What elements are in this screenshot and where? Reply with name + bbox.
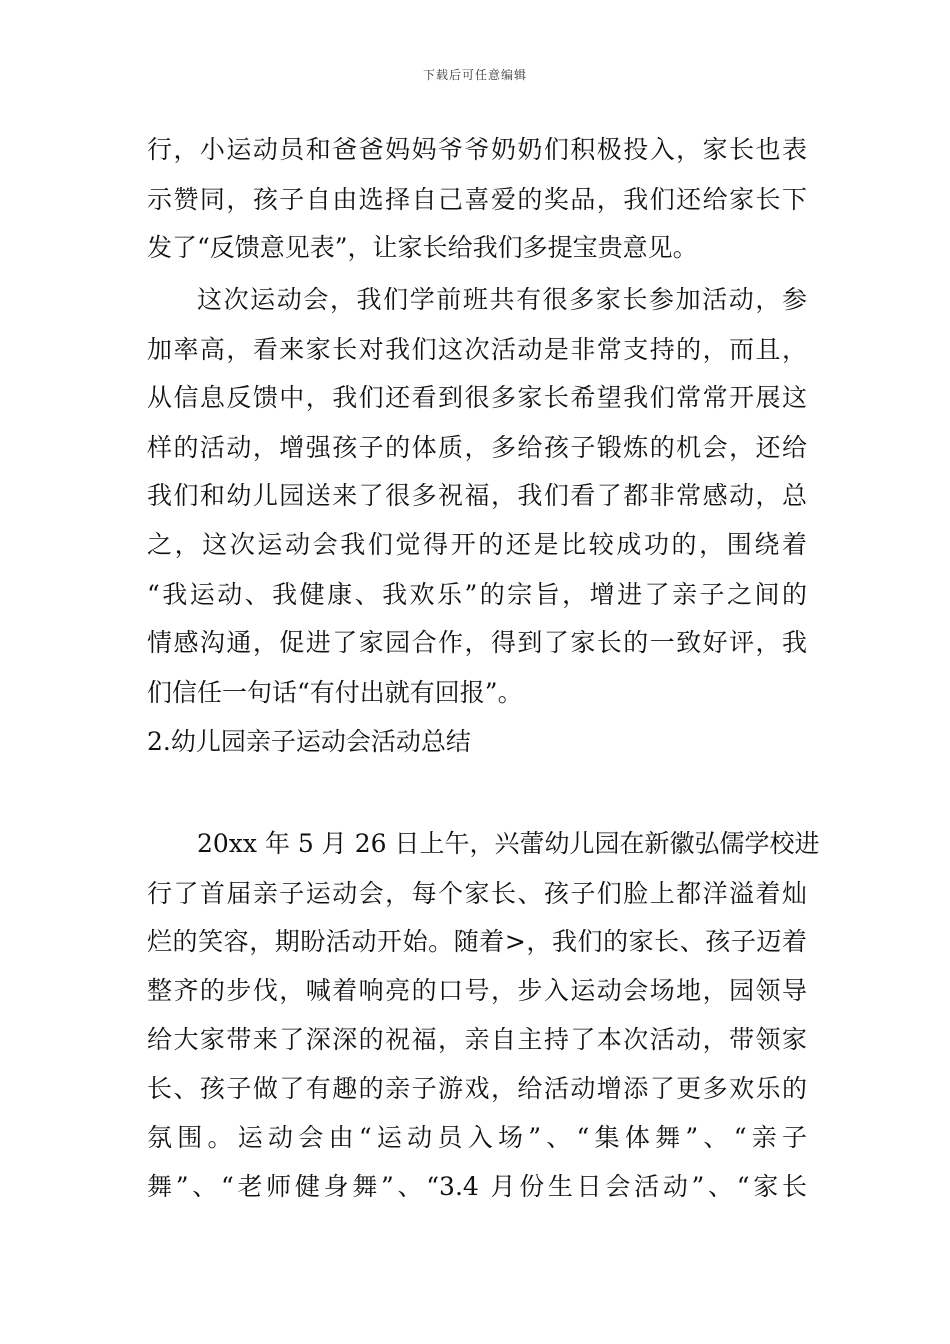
paragraph-line: 从信息反馈中，我们还看到很多家长希望我们常常开展这 <box>147 383 807 412</box>
paragraph-line: 烂的笑容，期盼活动开始。随着>，我们的家长、孩子迈着 <box>147 927 807 956</box>
page-header-note: 下载后可任意编辑 <box>422 68 527 82</box>
paragraph-line: 发了“反馈意见表”，让家长给我们多提宝贵意见。 <box>147 233 698 262</box>
paragraph-line: 这次运动会，我们学前班共有很多家长参加活动，参 <box>197 285 807 314</box>
paragraph-line: 氛围。运动会由“运动员入场”、“集体舞”、“亲子 <box>147 1123 807 1152</box>
paragraph-line: “我运动、我健康、我欢乐”的宗旨，增进了亲子之间的 <box>147 580 807 609</box>
paragraph-line: 样的活动，增强孩子的体质，多给孩子锻炼的机会，还给 <box>147 433 807 462</box>
paragraph-line: 长、孩子做了有趣的亲子游戏，给活动增添了更多欢乐的 <box>147 1074 807 1103</box>
paragraph-line: 我们和幼儿园送来了很多祝福，我们看了都非常感动，总 <box>147 481 807 510</box>
paragraph-line: 示赞同，孩子自由选择自己喜爱的奖品，我们还给家长下 <box>147 185 807 214</box>
paragraph-line: 20xx 年 5 月 26 日上午，兴蕾幼儿园在新徽弘儒学校进 <box>197 829 820 858</box>
paragraph-line: 行，小运动员和爸爸妈妈爷爷奶奶们积极投入，家长也表 <box>147 135 807 164</box>
paragraph-line: 情感沟通，促进了家园合作，得到了家长的一致好评，我 <box>147 628 807 657</box>
section-heading: 2.幼儿园亲子运动会活动总结 <box>147 727 471 756</box>
paragraph-line: 加率高，看来家长对我们这次活动是非常支持的，而且， <box>147 335 807 364</box>
paragraph-line: 之，这次运动会我们觉得开的还是比较成功的，围绕着 <box>147 530 807 559</box>
paragraph-line: 给大家带来了深深的祝福，亲自主持了本次活动，带领家 <box>147 1025 807 1054</box>
paragraph-line: 舞”、“老师健身舞”、“3.4 月份生日会活动”、“家长 <box>147 1172 807 1201</box>
paragraph-line: 们信任一句话“有付出就有回报”。 <box>147 678 523 707</box>
paragraph-line: 整齐的步伐，喊着响亮的口号，步入运动会场地，园领导 <box>147 976 807 1005</box>
paragraph-line: 行了首届亲子运动会，每个家长、孩子们脸上都洋溢着灿 <box>147 879 807 908</box>
